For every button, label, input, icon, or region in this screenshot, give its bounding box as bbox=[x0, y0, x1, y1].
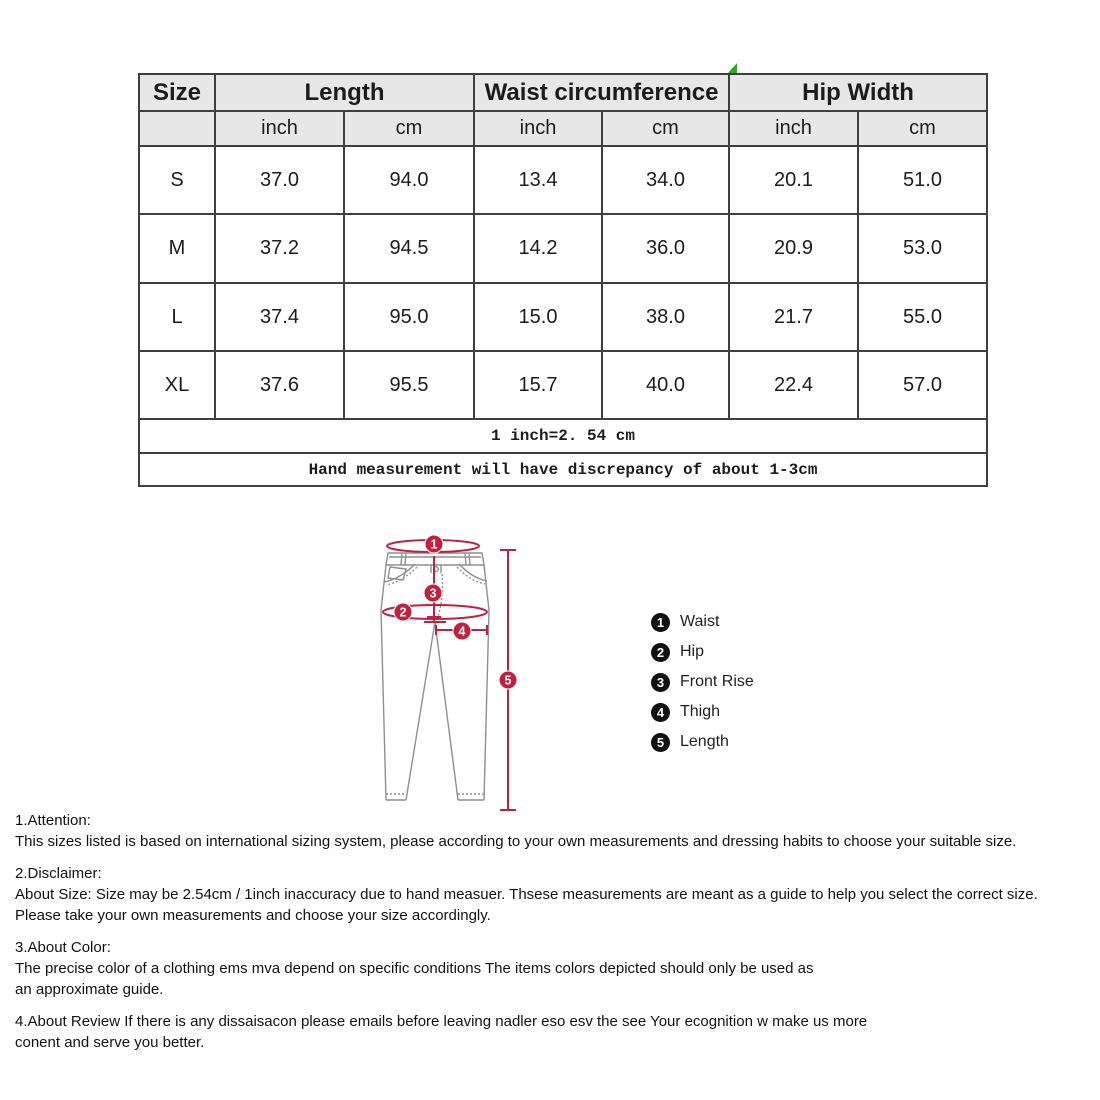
note-line: Please take your own measurements and choose your size accordingly. bbox=[15, 907, 491, 924]
table-cell: 14.2 bbox=[474, 214, 602, 283]
note-heading: 3.About Color: bbox=[15, 939, 111, 956]
table-cell: 15.7 bbox=[474, 351, 602, 419]
measure-badge-4 bbox=[453, 622, 471, 640]
unit-header-empty bbox=[139, 111, 215, 146]
table-group-header-row bbox=[139, 74, 987, 111]
badge-number: 5 bbox=[504, 673, 512, 688]
unit-header-waist-inch: inch bbox=[474, 111, 602, 146]
badge-number: 3 bbox=[429, 586, 437, 601]
table-cell: 53.0 bbox=[858, 214, 987, 283]
table-row-l bbox=[139, 283, 987, 351]
size-label: XL bbox=[139, 351, 215, 419]
unit-header-hip-inch: inch bbox=[729, 111, 858, 146]
conversion-note: 1 inch=2. 54 cm bbox=[139, 419, 987, 453]
conversion-note-row bbox=[139, 419, 987, 453]
size-label: S bbox=[139, 146, 215, 214]
measurement-legend bbox=[651, 610, 754, 760]
col-header-length: Length bbox=[215, 74, 474, 111]
measure-badge-5 bbox=[499, 671, 517, 689]
table-row-s bbox=[139, 146, 987, 214]
legend-label: Front Rise bbox=[680, 673, 754, 690]
badge-number: 2 bbox=[399, 605, 407, 620]
pants-diagram bbox=[370, 525, 560, 825]
table-row-xl bbox=[139, 351, 987, 419]
table-cell: 37.4 bbox=[215, 283, 344, 351]
table-cell: 20.9 bbox=[729, 214, 858, 283]
col-header-hip: Hip Width bbox=[729, 74, 987, 111]
size-chart-table bbox=[138, 73, 988, 487]
table-cell: 15.0 bbox=[474, 283, 602, 351]
legend-badge-4: 4 bbox=[651, 703, 670, 722]
legend-label: Length bbox=[680, 733, 729, 750]
table-cell: 57.0 bbox=[858, 351, 987, 419]
table-cell: 37.0 bbox=[215, 146, 344, 214]
green-corner-marker bbox=[728, 63, 737, 73]
table-cell: 95.0 bbox=[344, 283, 474, 351]
size-label: M bbox=[139, 214, 215, 283]
table-cell: 37.2 bbox=[215, 214, 344, 283]
table-cell: 34.0 bbox=[602, 146, 729, 214]
table-row-m bbox=[139, 214, 987, 283]
measure-badge-1 bbox=[425, 535, 443, 553]
table-cell: 13.4 bbox=[474, 146, 602, 214]
table-cell: 38.0 bbox=[602, 283, 729, 351]
col-header-waist: Waist circumference bbox=[474, 74, 729, 111]
badge-number: 4 bbox=[458, 624, 466, 639]
legend-badge-5: 5 bbox=[651, 733, 670, 752]
note-line: an approximate guide. bbox=[15, 981, 164, 998]
measure-badges bbox=[394, 535, 517, 689]
table-cell: 36.0 bbox=[602, 214, 729, 283]
legend-item-hip bbox=[651, 640, 754, 664]
note-about-color bbox=[15, 937, 1090, 1000]
table-cell: 20.1 bbox=[729, 146, 858, 214]
legend-badge-3: 3 bbox=[651, 673, 670, 692]
note-attention bbox=[15, 810, 1090, 852]
note-heading: 2.Disclaimer: bbox=[15, 865, 102, 882]
legend-item-length bbox=[651, 730, 754, 754]
legend-item-waist bbox=[651, 610, 754, 634]
table-cell: 51.0 bbox=[858, 146, 987, 214]
legend-label: Hip bbox=[680, 643, 705, 660]
table-cell: 55.0 bbox=[858, 283, 987, 351]
legend-label: Thigh bbox=[680, 703, 721, 720]
note-line: The precise color of a clothing ems mva depend on specific conditions The items colors depicted should only be used as bbox=[15, 960, 814, 977]
unit-header-length-cm: cm bbox=[344, 111, 474, 146]
col-header-size: Size bbox=[139, 74, 215, 111]
note-line: conent and serve you better. bbox=[15, 1034, 205, 1051]
table-cell: 22.4 bbox=[729, 351, 858, 419]
legend-item-front-rise bbox=[651, 670, 754, 694]
measure-badge-2 bbox=[394, 603, 412, 621]
unit-header-hip-cm: cm bbox=[858, 111, 987, 146]
table-cell: 94.0 bbox=[344, 146, 474, 214]
note-disclaimer bbox=[15, 863, 1090, 926]
table-unit-header-row bbox=[139, 111, 987, 146]
legend-item-thigh bbox=[651, 700, 754, 724]
measure-badge-3 bbox=[424, 584, 442, 602]
table-cell: 95.5 bbox=[344, 351, 474, 419]
size-label: L bbox=[139, 283, 215, 351]
table-cell: 94.5 bbox=[344, 214, 474, 283]
legend-badge-1: 1 bbox=[651, 613, 670, 632]
badge-number: 1 bbox=[430, 537, 438, 552]
note-heading: 1.Attention: bbox=[15, 812, 91, 829]
note-line: This sizes listed is based on international sizing system, please according to your own measurements and dressing habits to choose your suitable size. bbox=[15, 833, 1017, 850]
legend-label: Waist bbox=[680, 613, 720, 630]
note-about-review bbox=[15, 1011, 1090, 1053]
unit-header-length-inch: inch bbox=[215, 111, 344, 146]
note-line: 4.About Review If there is any dissaisacon please emails before leaving nadler eso esv the see Your ecognition w make us more bbox=[15, 1013, 868, 1030]
unit-header-waist-cm: cm bbox=[602, 111, 729, 146]
table-cell: 21.7 bbox=[729, 283, 858, 351]
tolerance-note-row bbox=[139, 453, 987, 486]
note-line: About Size: Size may be 2.54cm / 1inch inaccuracy due to hand measuer. Thsese measurements are meant as a guide to help you select the correct size. bbox=[15, 886, 1038, 903]
legend-badge-2: 2 bbox=[651, 643, 670, 662]
table-cell: 40.0 bbox=[602, 351, 729, 419]
notes bbox=[15, 810, 1090, 1064]
tolerance-note: Hand measurement will have discrepancy of about 1-3cm bbox=[139, 453, 987, 486]
table-cell: 37.6 bbox=[215, 351, 344, 419]
